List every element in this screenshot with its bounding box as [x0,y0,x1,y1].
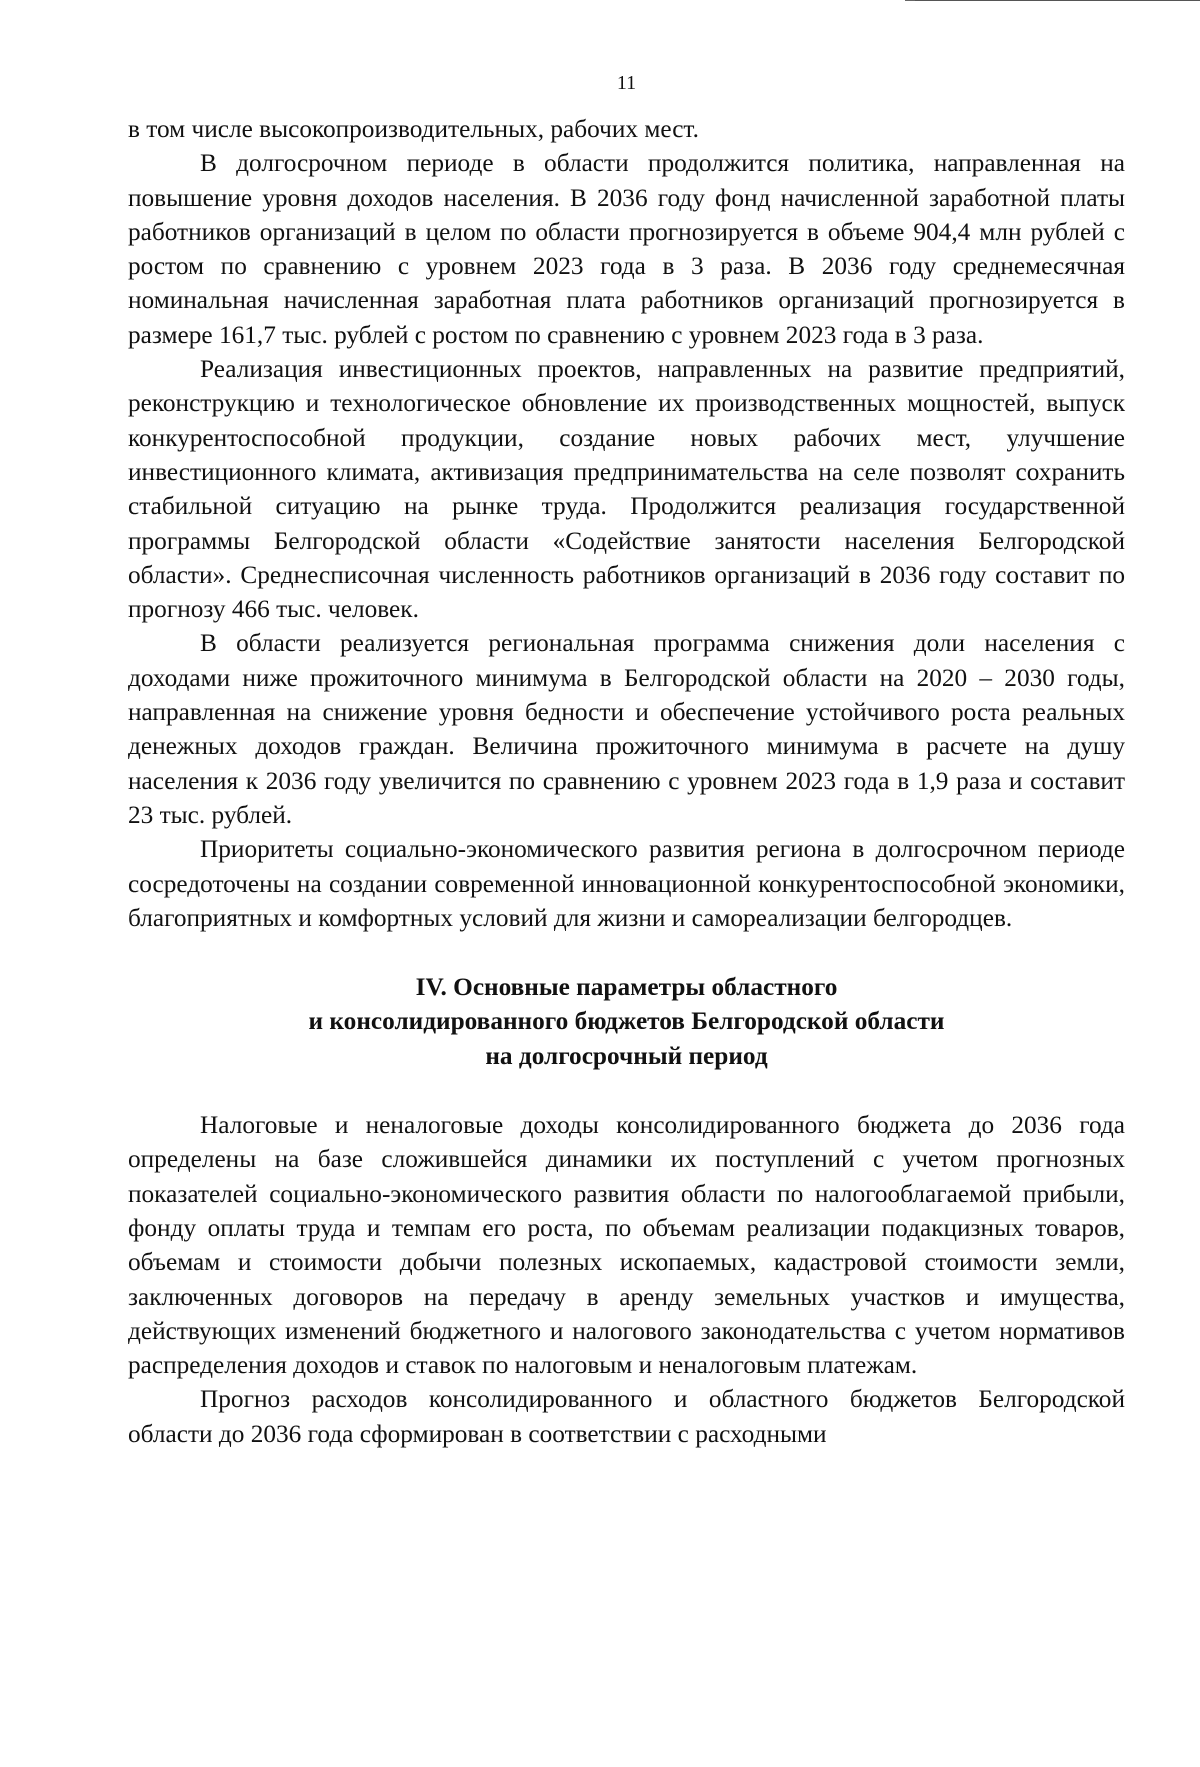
paragraph-continuation: в том числе высокопроизводительных, рабочих мест. [128,115,699,143]
paragraph-investment-projects: Реализация инвестиционных проектов, направленных на развитие предприятий, реконструкцию и технологическое обновление их производственных мощностей, выпуск конкурентоспособной продукции, создание новых рабочих мест, улучшение инвестиционного климата, активизация предпринимательства на селе позволят сохранить стабильной ситуацию на рынке труда. Продолжится реализация государственной программы Белгородской области «Содействие занятости населения Белгородской области». Среднесписочная численность работников организаций в 2036 году составит по прогнозу 466 тыс. человек. [128,355,1125,624]
paragraph-development-priorities: Приоритеты социально-экономического развития региона в долгосрочном периоде сосредоточены на создании современной инновационной конкурентоспособной экономики, благоприятных и комфортных условий для жизни и самореализации белгородцев. [128,835,1125,932]
section-heading [128,970,1125,1073]
paragraph-income-policy: В долгосрочном периоде в области продолжится политика, направленная на повышение уровня доходов населения. В 2036 году фонд начисленной заработной платы работников организаций в целом по области прогнозируется в объеме 904,4 млн рублей с ростом по сравнению с уровнем 2023 года в 3 раза. В 2036 году среднемесячная номинальная начисленная заработная плата работников организаций прогнозируется в размере 161,7 тыс. рублей с ростом по сравнению с уровнем 2023 года в 3 раза. [128,149,1125,349]
section-title-line-1: IV. Основные параметры областного [415,973,838,1002]
document-page [128,70,1125,1451]
paragraph-tax-revenues: Налоговые и неналоговые доходы консолидированного бюджета до 2036 года определены на базе сложившейся динамики их поступлений с учетом прогнозных показателей социально-экономического развития области по налогооблагаемой прибыли, фонду оплаты труда и темпам его роста, по объемам реализации подакцизных товаров, объемам и стоимости добычи полезных ископаемых, кадастровой стоимости земли, заключенных договоров на передачу в аренду земельных участков и имущества, действующих изменений бюджетного и налогового законодательства с учетом нормативов распределения доходов и ставок по налоговым и неналоговым платежам. [128,1111,1125,1380]
section-title-line-3: на долгосрочный период [485,1041,768,1070]
scan-edge-rule [915,0,1200,1]
paragraph-expenditure-forecast: Прогноз расходов консолидированного и областного бюджетов Белгородской области до 2036 года сформирован в соответствии с расходными [128,1385,1125,1448]
spacer [128,1073,1125,1108]
paragraph-poverty-program: В области реализуется региональная программа снижения доли населения с доходами ниже прожиточного минимума в Белгородской области на 2020 – 2030 годы, направленная на снижение уровня бедности и обеспечение устойчивого роста реальных денежных доходов граждан. Величина прожиточного минимума в расчете на душу населения к 2036 году увеличится по сравнению с уровнем 2023 года в 1,9 раза и составит 23 тыс. рублей. [128,629,1125,829]
section-title-line-2: и консолидированного бюджетов Белгородской области [308,1007,945,1036]
spacer [128,935,1125,970]
page-number: 11 [616,72,637,94]
